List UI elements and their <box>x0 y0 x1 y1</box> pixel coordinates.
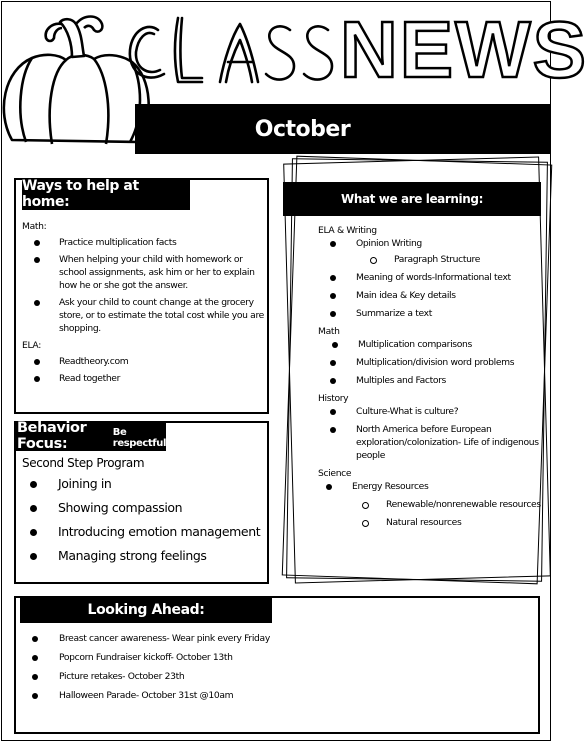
list-item: Energy Resources <box>318 480 543 493</box>
help-math-list <box>22 236 267 335</box>
learning-opinion: Opinion Writing <box>356 238 422 249</box>
list-item: Introducing emotion management <box>22 524 267 539</box>
learning-opinion-sub <box>318 253 543 266</box>
list-item: Managing strong feelings <box>22 548 267 563</box>
behavior-title <box>14 421 166 451</box>
learning-science-list <box>318 480 543 493</box>
list-item: Ask your child to count change at the grocery store, or to estimate the total cost while you are shopping. <box>22 296 267 335</box>
ahead-title: Looking Ahead: <box>20 596 272 623</box>
behavior-program: Second Step Program <box>22 456 145 470</box>
list-item: Culture-What is culture? <box>318 405 543 418</box>
month-banner <box>135 104 550 154</box>
behavior-content <box>22 456 267 572</box>
list-item: Joining in <box>22 476 267 491</box>
behavior-list <box>22 476 267 563</box>
list-item: Showing compassion <box>22 500 267 515</box>
help-content <box>22 220 267 389</box>
list-item: Multiples and Factors <box>318 374 543 387</box>
list-item: Natural resources <box>318 516 543 529</box>
list-item: Renewable/nonrenewable resources <box>318 498 543 511</box>
help-title: Ways to help at home: <box>22 178 190 210</box>
list-item: Breast cancer awareness- Wear pink every Friday <box>22 632 522 645</box>
list-item: Popcorn Fundraiser kickoff- October 13th <box>22 651 522 664</box>
learning-history-list <box>318 405 543 462</box>
list-item: Summarize a text <box>318 307 543 320</box>
ahead-content <box>22 632 522 708</box>
learning-content <box>318 224 543 534</box>
list-item <box>318 237 543 250</box>
learning-title: What we are learning: <box>283 182 541 216</box>
title-class-script <box>120 0 335 100</box>
list-item: Main idea & Key details <box>318 289 543 302</box>
behavior-subtitle: Be respectful <box>112 426 166 449</box>
learning-ela-label: ELA & Writing <box>318 225 377 236</box>
help-ela-label: ELA: <box>22 340 41 351</box>
title-news: NEWS <box>340 5 588 94</box>
list-item: North America before European exploration/colonization- Life of indigenous people <box>318 423 543 462</box>
learning-math-list <box>318 338 543 387</box>
list-item: Multiplication comparisons <box>318 338 543 351</box>
list-item: Picture retakes- October 23th <box>22 670 522 683</box>
learning-math-label: Math <box>318 326 340 337</box>
behavior-title-text: Behavior Focus: <box>17 420 87 452</box>
list-item: Halloween Parade- October 31st @10am <box>22 689 522 702</box>
learning-paragraph: Paragraph Structure <box>394 254 481 265</box>
help-math-label: Math: <box>22 221 47 232</box>
learning-history-label: History <box>318 393 349 404</box>
learning-science-sub <box>318 498 543 529</box>
list-item: When helping your child with homework or school assignments, ask him or her to explain how he or she got the answer. <box>22 253 267 292</box>
learning-science-label: Science <box>318 468 352 479</box>
help-ela-list <box>22 355 267 385</box>
ahead-list <box>22 632 522 702</box>
learning-ela-list <box>318 237 543 250</box>
list-item: Multiplication/division word problems <box>318 356 543 369</box>
list-item: Practice multiplication facts <box>22 236 267 249</box>
month-label: October <box>254 116 351 142</box>
list-item <box>318 253 543 266</box>
list-item: Readtheory.com <box>22 355 267 368</box>
learning-ela-more <box>318 271 543 320</box>
list-item: Meaning of words-Informational text <box>318 271 543 284</box>
list-item: Read together <box>22 372 267 385</box>
